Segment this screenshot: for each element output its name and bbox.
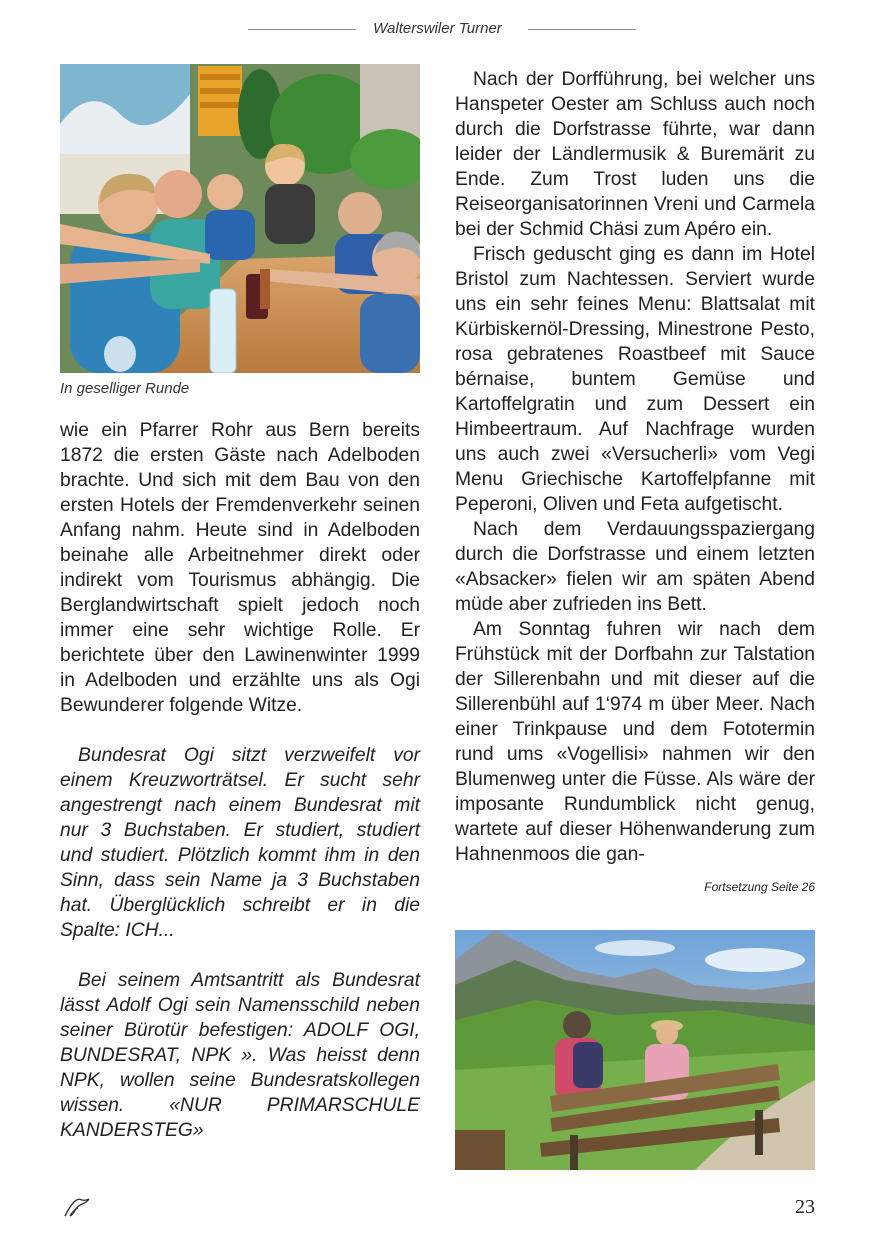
joke-paragraph: Bundesrat Ogi sitzt verzweifelt vor einem Kreuzworträtsel. Er sucht sehr angestrengt nach einem Bundesrat mit nur 3 Buchstaben. Er studiert, studiert und studiert. Plötzlich kommt ihm in den Sinn, dass sein Name ja 3 Buchstaben hat. Überglücklich schreibt er in die Spalte: ICH...: [60, 745, 420, 941]
paragraph: Nach dem Verdauungsspaziergang durch die Dorfstrasse und einem letzten «Absacker» fielen wir am späten Abend müde aber zufrieden ins Bett.: [455, 519, 815, 615]
left-text-column: [60, 418, 420, 1143]
header-rule-right: [528, 29, 636, 30]
photo-caption: In geselliger Runde: [60, 380, 190, 397]
joke-paragraph: Bei seinem Amtsantritt als Bundesrat lässt Adolf Ogi sein Namensschild neben seiner Bürotür befestigen: ADOLF OGI, BUNDESRAT, NPK ». Was heisst denn NPK, wollen seine Bundesratskollegen wissen. «NUR PRIMARSCHULE KANDERSTEG»: [60, 970, 420, 1141]
paragraph: wie ein Pfarrer Rohr aus Bern bereits 1872 die ersten Gäste nach Adelboden brachte. Und sich mit dem Bau von den ersten Hotels der Fremdenverkehr seinen Anfang nahm. Heute sind in Adelboden beinahe alle Arbeitnehmer direkt oder indirekt vom Tourismus abhängig. Die Berglandwirtschaft spielt jedoch noch immer eine sehr wichtige Rolle. Er berichtete über den Lawinenwinter 1999 in Adelboden und erzählte uns als Ogi Bewunderer folgende Witze.: [60, 420, 420, 716]
running-header: [0, 18, 875, 38]
group-toast-photo: [60, 64, 420, 373]
mountain-bench-photo: [455, 930, 815, 1170]
continuation-note: Fortsetzung Seite 26: [704, 880, 815, 894]
right-text-column: [455, 67, 815, 900]
page-number: 23: [795, 1196, 815, 1218]
header-rule-left: [248, 29, 356, 30]
paragraph: Nach der Dorfführung, bei welcher uns Hanspeter Oester am Schluss auch noch durch die Dorfstrasse führte, war dann leider der Ländlermusik & Buremärit zu Ende. Zum Trost luden uns die Reiseorganisatorinnen Vreni und Carmela bei der Schmid Chäsi zum Apéro ein.: [455, 69, 815, 240]
header-title: Walterswiler Turner: [373, 20, 502, 37]
paragraph: Frisch geduscht ging es dann im Hotel Bristol zum Nachtessen. Serviert wurde uns ein sehr feines Menu: Blattsalat mit Kürbiskernöl-Dressing, Minestrone Pesto, rosa gebratenes Roastbeef mit Sauce bérnaise, buntem Gemüse und Kartoffelgratin und zum Dessert ein Himbeertraum. Auf Nachfrage wurden uns auch zwei «Versucherli» vom Vegi Menu Griechische Kartoffelpfanne mit Peperoni, Oliven und Feta aufgetischt.: [455, 244, 815, 515]
bird-logo-icon: [62, 1196, 92, 1223]
paragraph: Am Sonntag fuhren wir nach dem Frühstück mit der Dorfbahn zur Talstation der Sillerenbahn und mit dieser auf die Sillerenbühl auf 1‘974 m über Meer. Nach einer Trinkpause und dem Fototermin rund ums «Vogellisi» nahmen wir den Blumenweg unter die Füsse. Als wäre der imposante Rundumblick nicht genug, wartete auf dieser Höhenwanderung zum Hahnenmoos die gan-: [455, 619, 815, 865]
